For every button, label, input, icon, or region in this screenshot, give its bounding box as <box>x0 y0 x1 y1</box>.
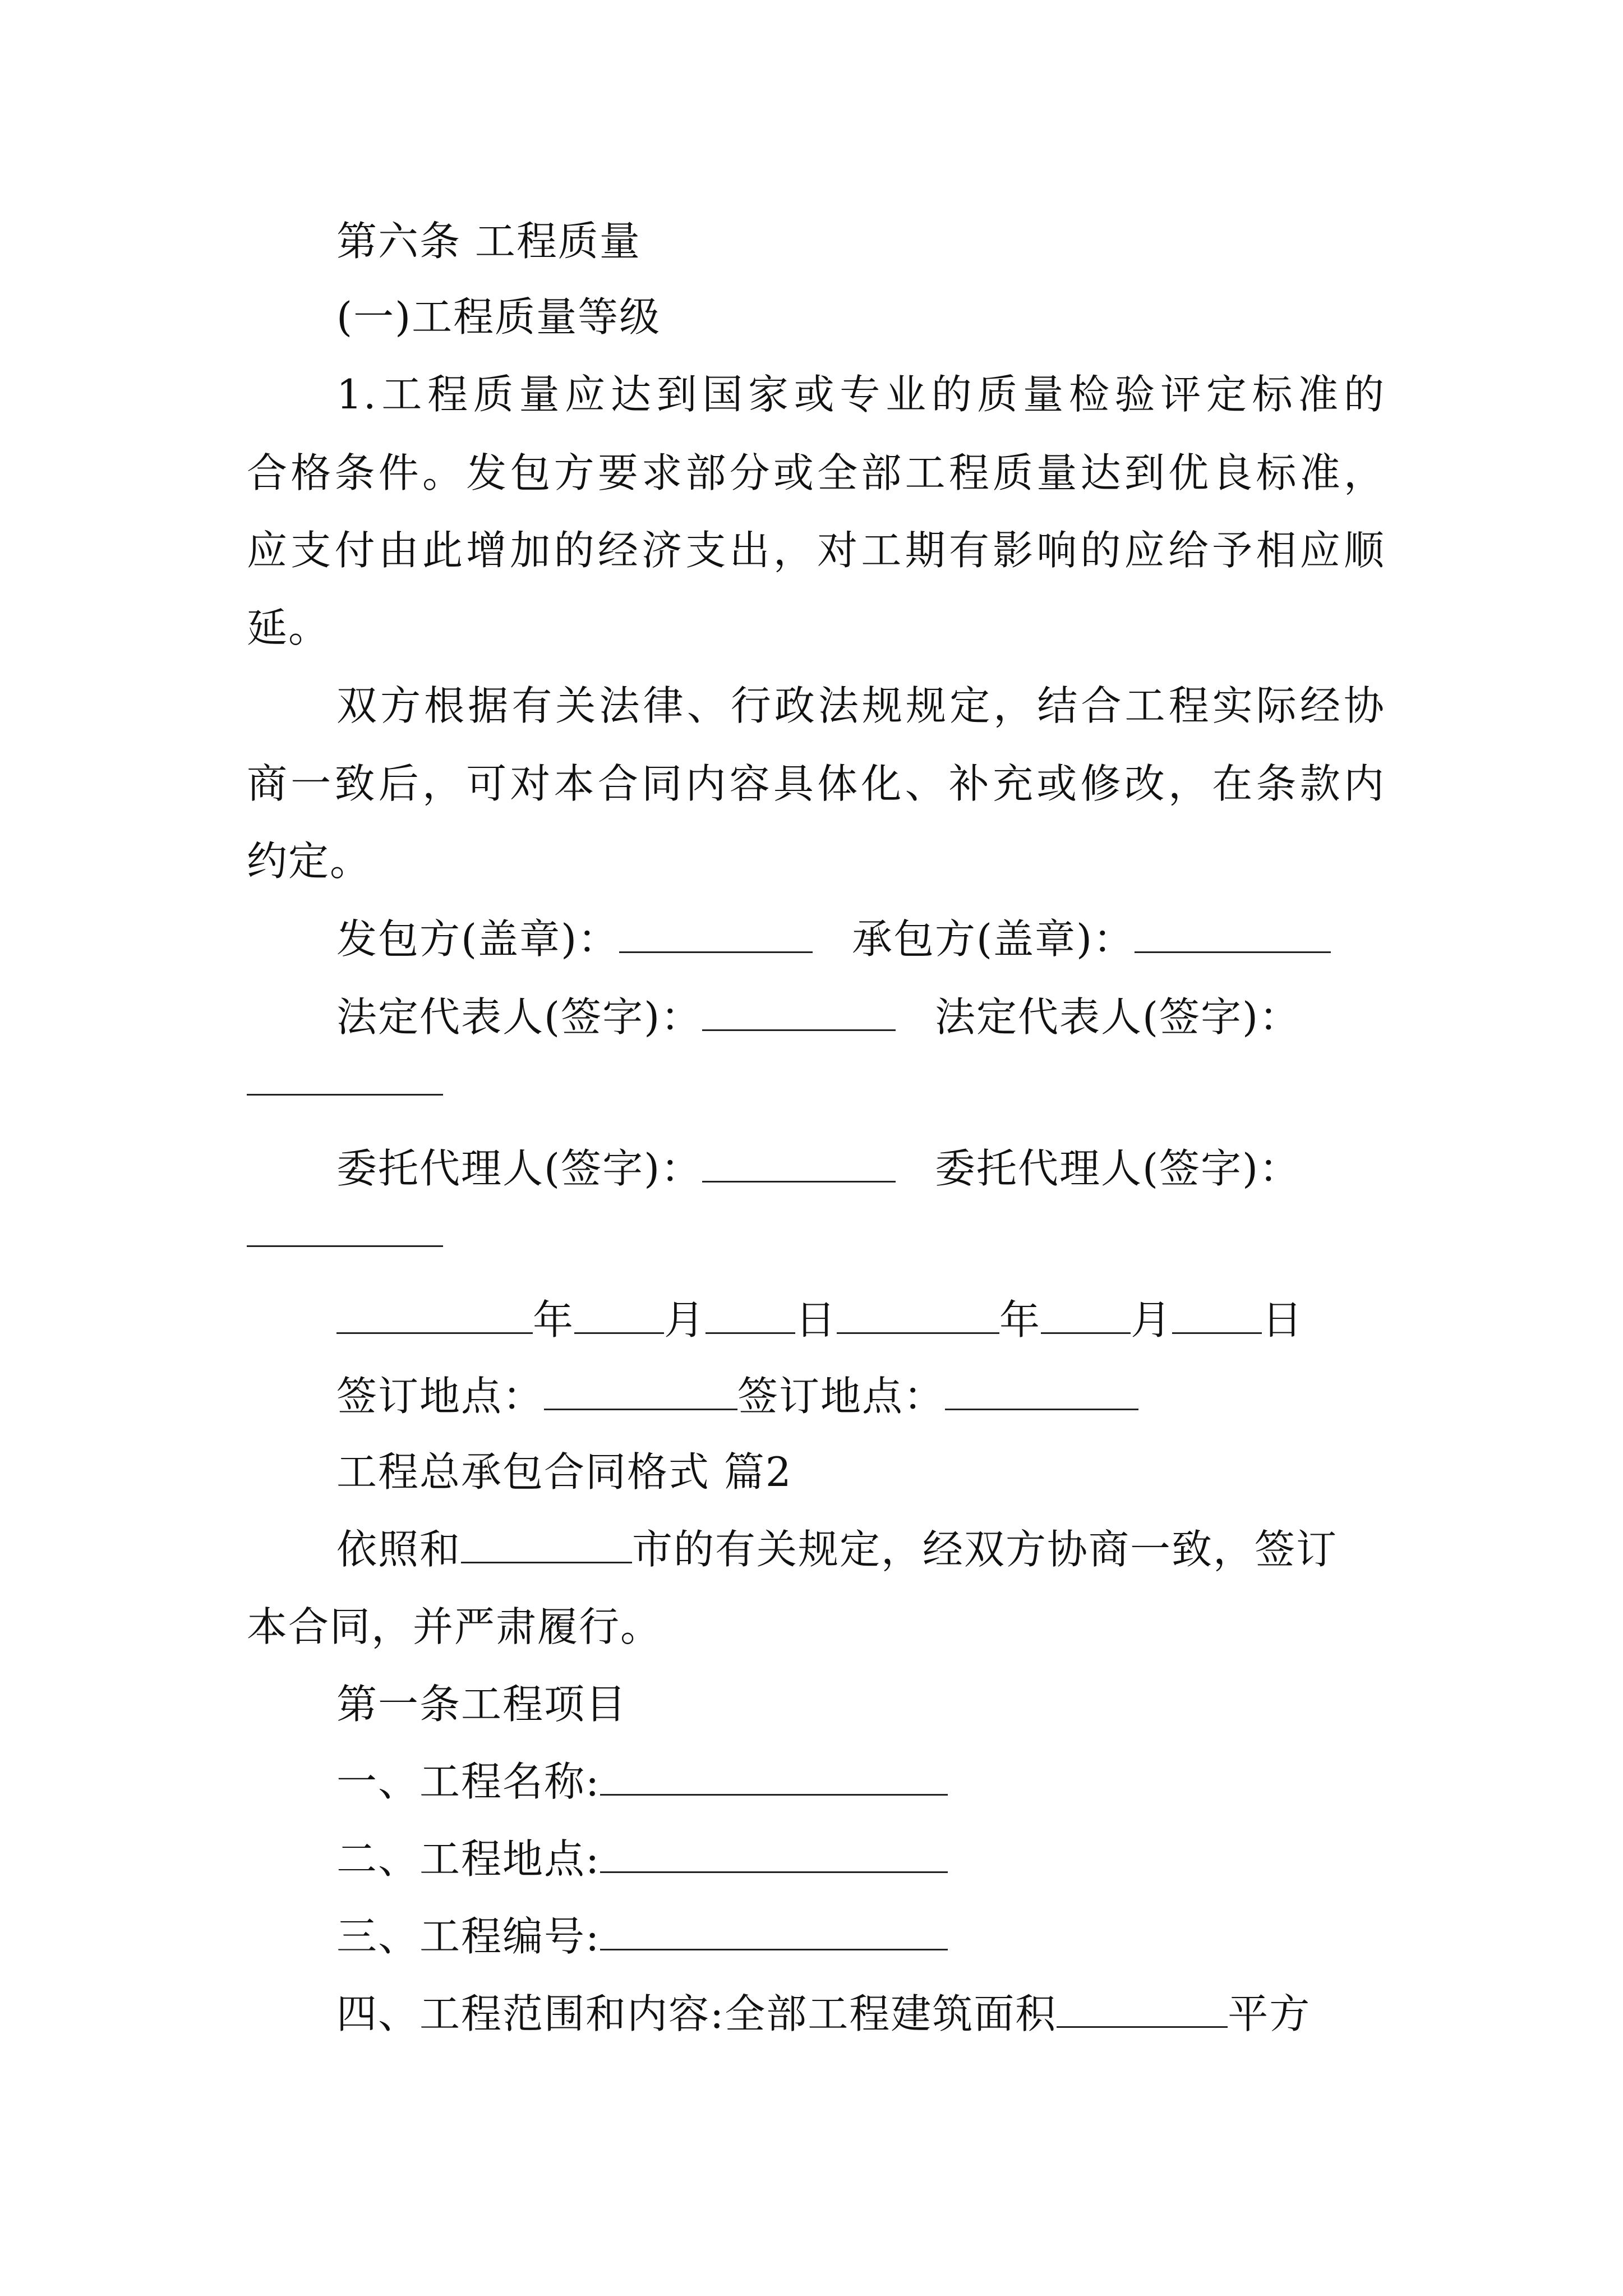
agent-2-blank[interactable] <box>247 1212 443 1247</box>
project-location-blank[interactable] <box>600 1838 948 1873</box>
place-1-blank[interactable] <box>544 1375 737 1410</box>
section2-title: 工程总承包合同格式 篇2 <box>336 1448 792 1496</box>
area-blank[interactable] <box>1057 1993 1228 2028</box>
employer-seal-label: 发包方(盖章)： <box>336 915 620 963</box>
legal-rep-1-label: 法定代表人(签字)： <box>336 993 703 1041</box>
legal-rep-2-label: 法定代表人(签字)： <box>934 993 1301 1041</box>
year-1-blank[interactable] <box>336 1299 533 1334</box>
employer-seal-blank[interactable] <box>619 918 813 953</box>
para2-line2: 商一致后，可对本合同内容具体化、补充或修改，在条款内 <box>247 760 1385 807</box>
article6-title: 第六条 工程质量 <box>336 218 641 265</box>
legal-rep-2-blank-line <box>247 1055 443 1108</box>
year-1-label: 年 <box>533 1296 575 1343</box>
day-2-label: 日 <box>1262 1296 1304 1343</box>
agent-2-blank-line <box>247 1206 443 1260</box>
agent-2-label: 委托代理人(签字)： <box>934 1145 1301 1192</box>
item-project-name <box>336 1755 948 1809</box>
area-unit: 平方 <box>1228 1990 1311 2037</box>
day-2-blank[interactable] <box>1172 1299 1262 1334</box>
legal-rep-1-blank[interactable] <box>702 996 896 1031</box>
para2-line3: 约定。 <box>247 838 372 885</box>
project-name-blank[interactable] <box>600 1760 948 1796</box>
para1-line4: 延。 <box>247 604 330 651</box>
contractor-seal-blank[interactable] <box>1135 918 1331 953</box>
intro-suffix: 市的有关规定，经双方协商一致，签订 <box>632 1526 1338 1573</box>
intro-line2: 本合同，并严肃履行。 <box>247 1603 662 1650</box>
item-project-scope <box>336 1987 1311 2041</box>
article6-subtitle: (一)工程质量等级 <box>336 293 661 341</box>
day-1-label: 日 <box>795 1296 837 1343</box>
para1-line2: 合格条件。发包方要求部分或全部工程质量达到优良标准， <box>247 449 1385 496</box>
agent-1-blank[interactable] <box>702 1147 896 1182</box>
seal-line <box>336 912 1331 966</box>
legal-rep-line <box>336 990 1301 1044</box>
project-name-label: 一、工程名称: <box>336 1758 601 1805</box>
intro-prefix: 依照和 <box>336 1526 462 1573</box>
place-1-label: 签订地点： <box>336 1373 545 1420</box>
para2-line1: 双方根据有关法律、行政法规规定，结合工程实际经协 <box>336 682 1385 729</box>
place-2-blank[interactable] <box>945 1375 1138 1410</box>
place-line <box>336 1369 1138 1423</box>
month-2-label: 月 <box>1131 1296 1173 1343</box>
contractor-seal-label: 承包方(盖章)： <box>851 915 1135 963</box>
project-number-blank[interactable] <box>600 1915 948 1950</box>
month-1-label: 月 <box>664 1296 706 1343</box>
month-2-blank[interactable] <box>1041 1299 1131 1334</box>
date-line <box>336 1293 1303 1347</box>
project-location-label: 二、工程地点: <box>336 1835 601 1883</box>
item-project-location <box>336 1832 948 1886</box>
legal-rep-2-blank[interactable] <box>247 1060 443 1096</box>
city-blank[interactable] <box>461 1528 632 1563</box>
para1-line3: 应支付由此增加的经济支出，对工期有影响的应给予相应顺 <box>247 527 1385 574</box>
para1-line1: 1.工程质量应达到国家或专业的质量检验评定标准的 <box>336 371 1385 418</box>
project-scope-label: 四、工程范围和内容:全部工程建筑面积 <box>336 1990 1057 2037</box>
agent-1-label: 委托代理人(签字)： <box>336 1145 703 1192</box>
article1-title: 第一条工程项目 <box>336 1681 628 1728</box>
day-1-blank[interactable] <box>706 1299 795 1334</box>
month-1-blank[interactable] <box>574 1299 664 1334</box>
agent-line <box>336 1142 1301 1195</box>
item-project-number <box>336 1910 948 1963</box>
place-2-label: 签订地点： <box>737 1373 946 1420</box>
year-2-label: 年 <box>999 1296 1041 1343</box>
intro-line1 <box>336 1522 1338 1576</box>
year-2-blank[interactable] <box>837 1299 999 1334</box>
project-number-label: 三、工程编号: <box>336 1913 601 1960</box>
